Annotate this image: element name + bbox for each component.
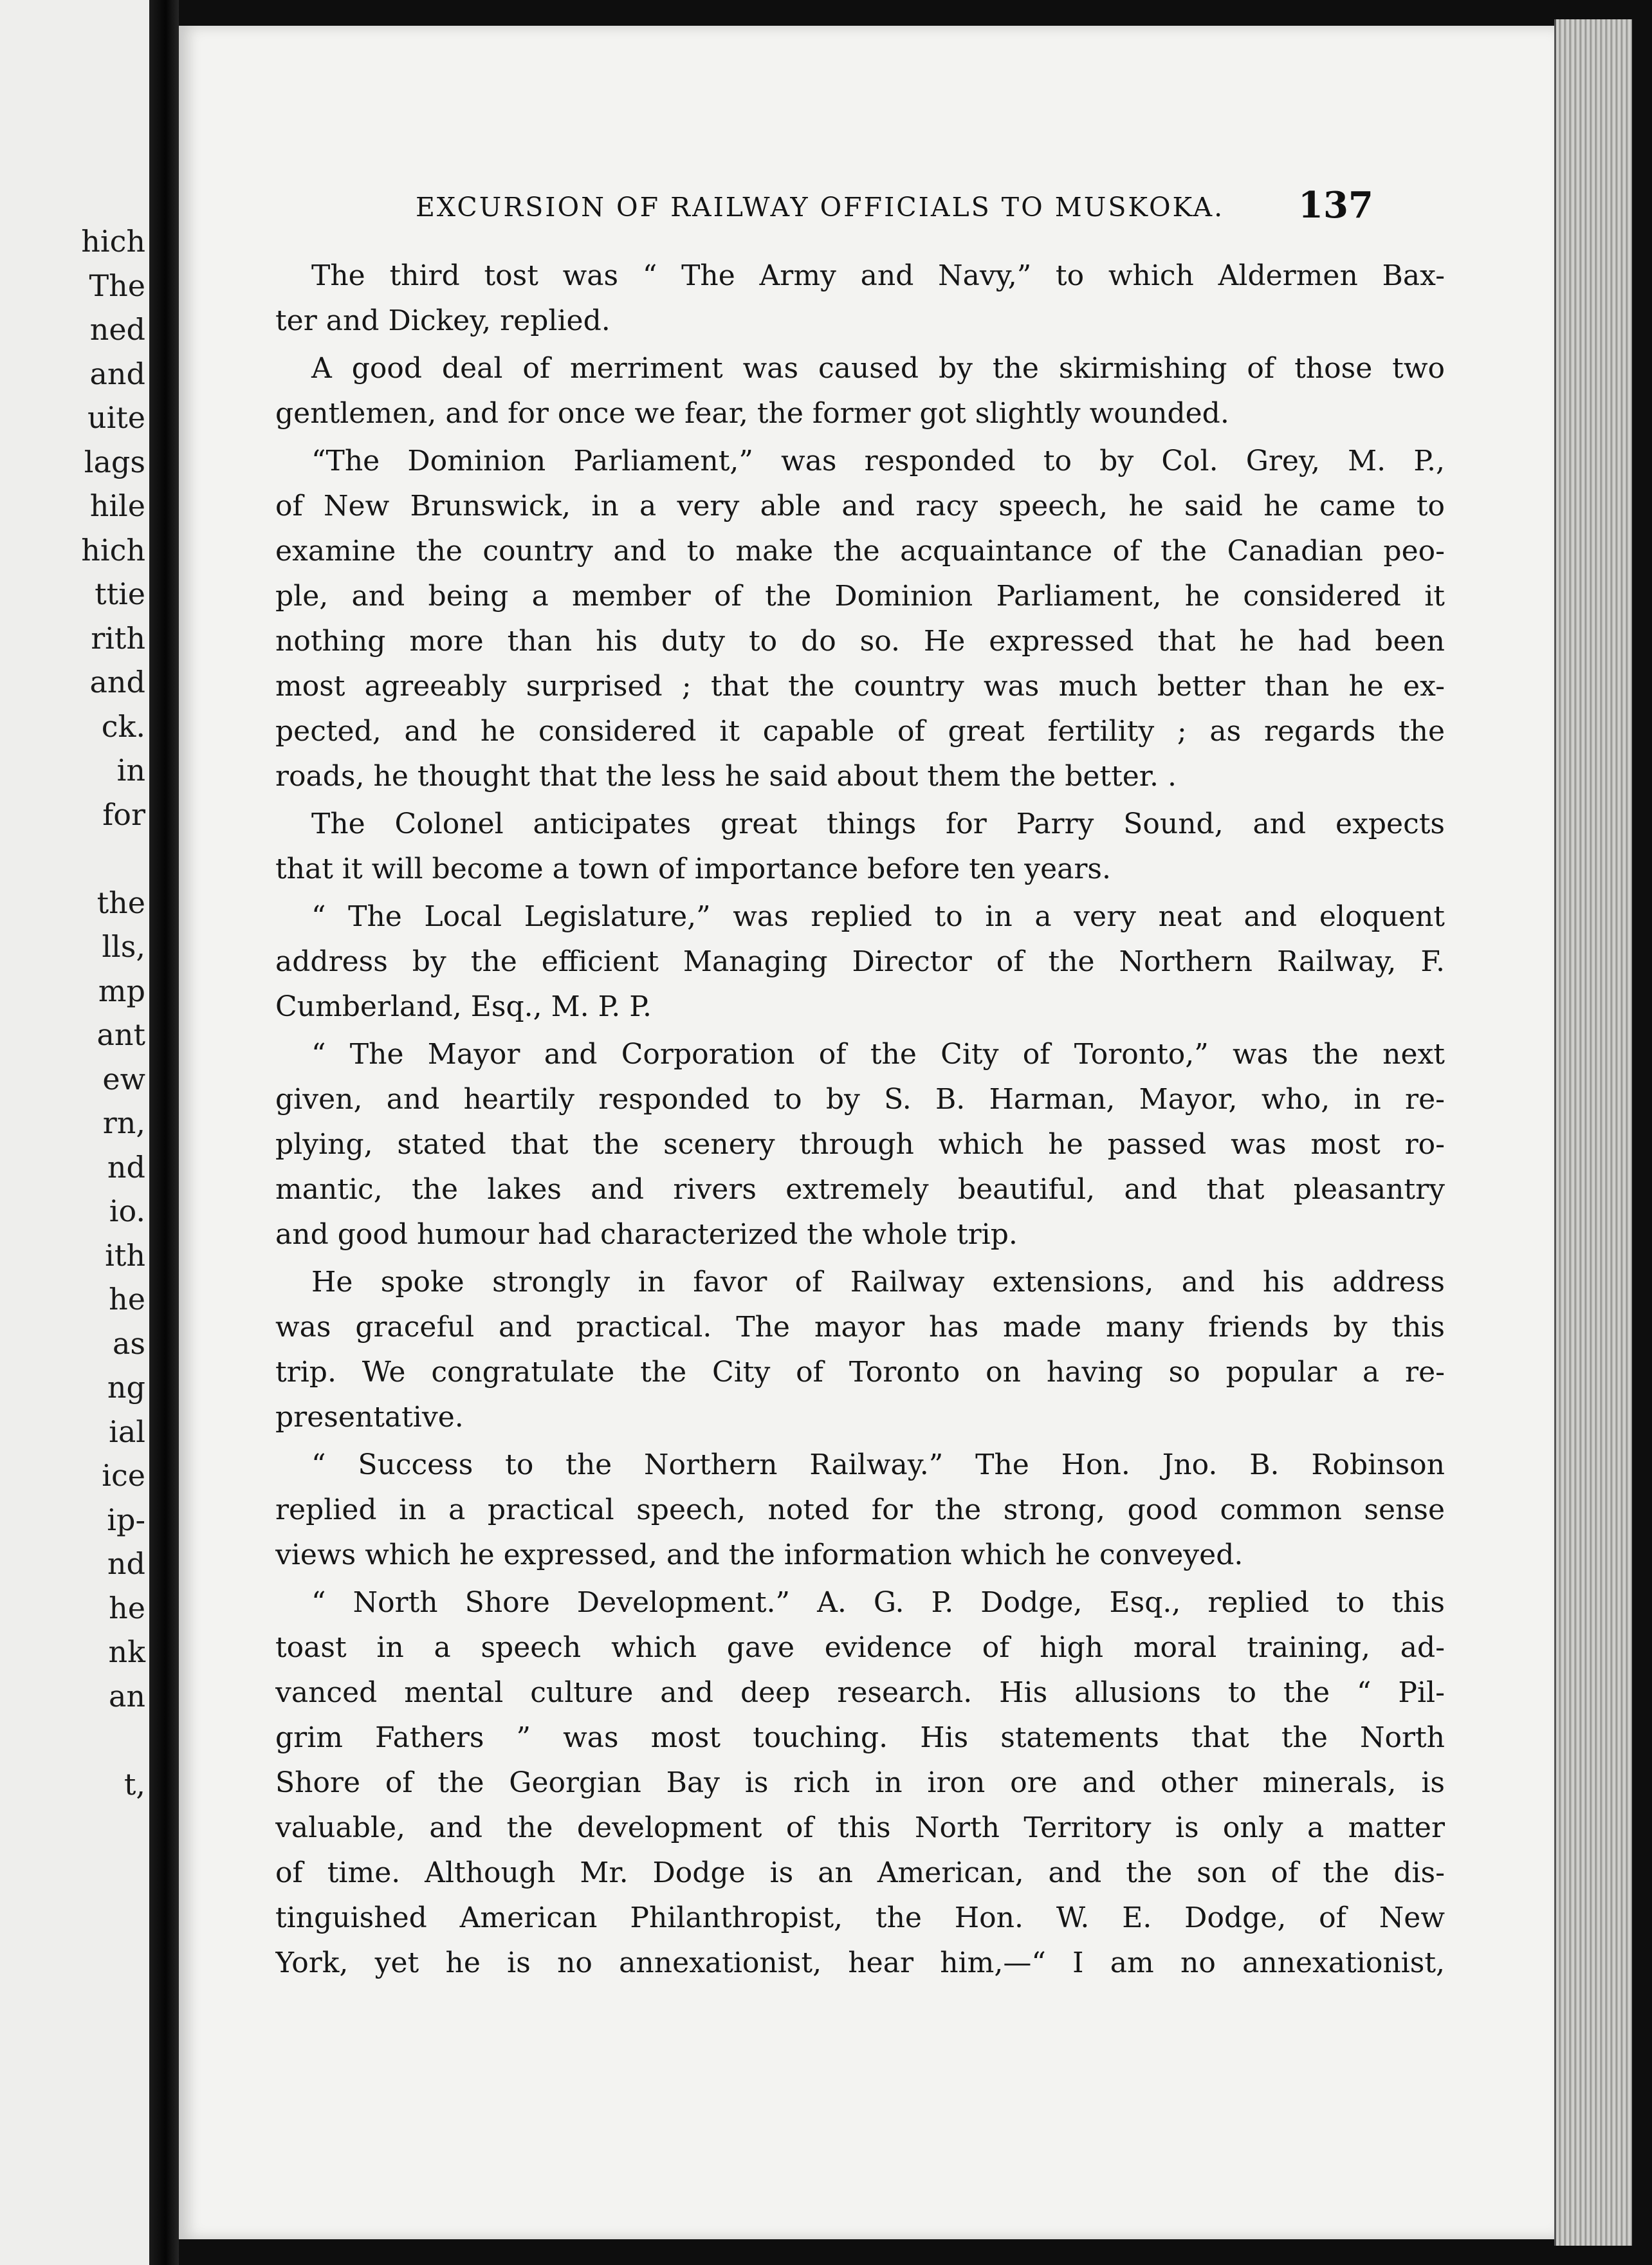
text-line: address by the efficient Managing Director of the Northern Railway, F. <box>275 945 1445 978</box>
left-page-fragment: the <box>96 885 145 920</box>
paragraph <box>275 1440 1445 1578</box>
left-page-fragment: hich <box>81 532 145 568</box>
left-page-fragment: rn, <box>102 1105 145 1140</box>
left-page-fragment: lags <box>84 444 145 479</box>
text-line: grim Fathers ” was most touching. His statements that the North <box>275 1721 1445 1754</box>
book-page <box>179 26 1554 2239</box>
text-line: “ The Mayor and Corporation of the City of Toronto,” was the next <box>311 1038 1445 1071</box>
left-page-fragment: ttie <box>95 577 145 611</box>
left-page-fragment: and <box>89 665 145 699</box>
text-line: mantic, the lakes and rivers extremely beautiful, and that pleasantry <box>275 1173 1445 1206</box>
previous-page-edge <box>0 0 149 2265</box>
text-line: “ Success to the Northern Railway.” The Hon. Jno. B. Robinson <box>311 1448 1445 1481</box>
text-line: gentlemen, and for once we fear, the former got slightly wounded. <box>275 397 1229 430</box>
text-line: nothing more than his duty to do so. He expressed that he had been <box>275 625 1445 658</box>
left-page-fragment: he <box>109 1590 145 1625</box>
left-page-fragment: in <box>116 753 145 788</box>
text-line: that it will become a town of importance before ten years. <box>275 853 1111 885</box>
text-line: toast in a speech which gave evidence of high moral training, ad- <box>275 1631 1445 1664</box>
left-page-fragment: ned <box>89 312 145 347</box>
left-page-fragment: and <box>89 356 145 391</box>
text-line: vanced mental culture and deep research. His allusions to the “ Pil- <box>275 1676 1445 1709</box>
text-line: of New Brunswick, in a very able and racy speech, he said he came to <box>275 490 1445 522</box>
text-line: and good humour had characterized the whole trip. <box>275 1218 1018 1251</box>
text-line: Shore of the Georgian Bay is rich in iron ore and other minerals, is <box>275 1766 1445 1799</box>
left-page-fragment: an <box>108 1678 145 1714</box>
text-line: tinguished American Philanthropist, the Hon. W. E. Dodge, of New <box>275 1901 1445 1934</box>
paragraph <box>275 799 1445 892</box>
left-page-fragment: ith <box>105 1237 145 1273</box>
left-page-fragment: t, <box>124 1766 145 1802</box>
paragraph <box>275 344 1445 436</box>
running-head: EXCURSION OF RAILWAY OFFICIALS TO MUSKOKA. <box>416 192 1225 223</box>
text-line: valuable, and the development of this North Territory is only a matter <box>275 1811 1445 1844</box>
text-line: “ North Shore Development.” A. G. P. Dodge, Esq., replied to this <box>311 1586 1445 1619</box>
text-line: trip. We congratulate the City of Toronto on having so popular a re- <box>275 1356 1445 1389</box>
left-page-fragment: ew <box>102 1061 145 1096</box>
text-line: most agreeably surprised ; that the country was much better than he ex- <box>275 670 1445 703</box>
left-page-fragment: rith <box>91 620 145 656</box>
text-line: was graceful and practical. The mayor has made many friends by this <box>275 1311 1445 1344</box>
left-page-fragment: ant <box>96 1017 145 1052</box>
left-page-fragment: lls, <box>102 929 145 964</box>
text-line: ter and Dickey, replied. <box>275 304 610 337</box>
text-line: replied in a practical speech, noted for the strong, good common sense <box>275 1493 1445 1526</box>
body-text <box>275 251 1445 1986</box>
left-page-fragment: ng <box>107 1370 145 1405</box>
text-line: roads, he thought that the less he said about them the better. . <box>275 760 1177 793</box>
left-page-fragment: uite <box>87 400 145 435</box>
text-line: examine the country and to make the acquaintance of the Canadian peo- <box>275 535 1445 568</box>
text-line: The Colonel anticipates great things for Parry Sound, and expects <box>311 808 1445 840</box>
left-page-fragment: hile <box>89 488 145 523</box>
text-line: of time. Although Mr. Dodge is an American, and the son of the dis- <box>275 1856 1445 1889</box>
left-page-fragment: nd <box>107 1546 145 1581</box>
text-line: York, yet he is no annexationist, hear him,—“ I am no annexationist, <box>275 1946 1445 1979</box>
paragraph <box>275 1578 1445 1986</box>
text-line: pected, and he considered it capable of great fertility ; as regards the <box>275 715 1445 748</box>
left-page-fragment: as <box>112 1326 145 1361</box>
text-line: “The Dominion Parliament,” was responded to by Col. Grey, M. P., <box>311 445 1445 477</box>
left-page-fragment: nk <box>108 1634 145 1669</box>
page-number: 137 <box>1298 184 1373 226</box>
left-page-fragment: hich <box>81 224 145 259</box>
paragraph <box>275 1030 1445 1257</box>
left-page-fragment: for <box>102 797 145 832</box>
paragraph <box>275 1257 1445 1440</box>
text-line: He spoke strongly in favor of Railway extensions, and his address <box>311 1266 1445 1299</box>
left-page-fragment: ial <box>109 1414 145 1449</box>
text-line: ple, and being a member of the Dominion Parliament, he considered it <box>275 580 1445 613</box>
text-line: views which he expressed, and the information which he conveyed. <box>275 1539 1244 1571</box>
left-page-fragment: ice <box>102 1458 145 1493</box>
text-line: “ The Local Legislature,” was replied to in a very neat and eloquent <box>311 900 1445 933</box>
left-page-fragment: ck. <box>101 708 145 744</box>
paragraph <box>275 892 1445 1030</box>
left-page-fragment: he <box>109 1282 145 1317</box>
text-line: Cumberland, Esq., M. P. P. <box>275 990 652 1023</box>
left-page-fragment: io. <box>109 1194 145 1228</box>
left-page-fragment: The <box>89 268 145 303</box>
book-gutter <box>149 0 179 2265</box>
left-page-fragment: mp <box>98 973 145 1008</box>
page-stack-edges <box>1554 19 1632 2246</box>
paragraph <box>275 436 1445 799</box>
paragraph <box>275 251 1445 344</box>
left-page-fragment: ip- <box>107 1502 145 1537</box>
text-line: The third tost was “ The Army and Navy,” to which Aldermen Bax- <box>311 259 1445 292</box>
text-line: presentative. <box>275 1401 464 1434</box>
text-line: given, and heartily responded to by S. B. Harman, Mayor, who, in re- <box>275 1083 1445 1116</box>
page-header <box>179 184 1554 226</box>
text-line: A good deal of merriment was caused by the skirmishing of those two <box>311 352 1445 385</box>
text-line: plying, stated that the scenery through which he passed was most ro- <box>275 1128 1445 1161</box>
left-page-fragment: nd <box>107 1149 145 1185</box>
